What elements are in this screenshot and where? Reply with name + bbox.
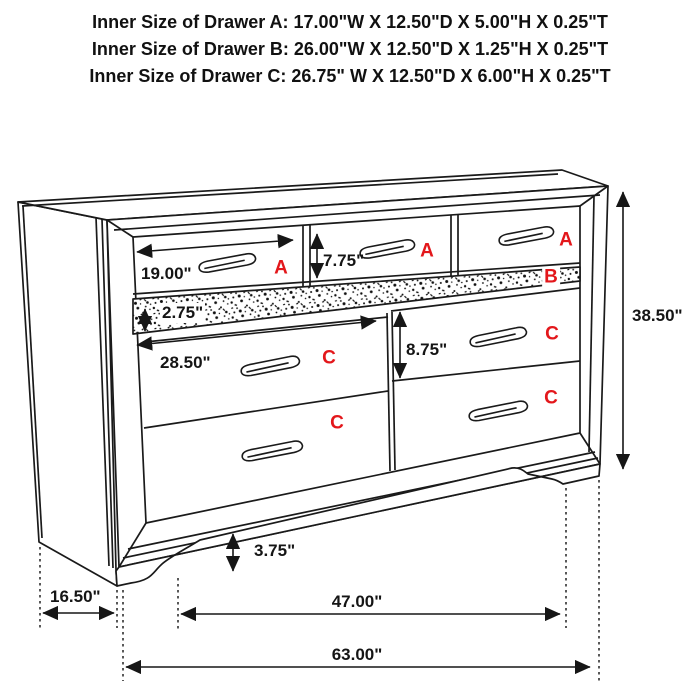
drawer-a3-letter: A: [559, 229, 573, 251]
drawer-c-bottom-left-letter: C: [330, 412, 344, 434]
dim-label-leg-span: 47.00": [331, 592, 383, 611]
dim-label-base-height: 3.75": [254, 541, 296, 560]
dim-label-overall-width: 63.00": [331, 645, 383, 664]
drawer-c-bottom-right-letter: C: [544, 387, 558, 409]
drawer-c-top-left-letter: C: [322, 347, 336, 369]
drawer-b-letter: B: [544, 266, 558, 288]
drawer-c-top-right-letter: C: [545, 323, 559, 345]
dim-label-strip-height: 2.75": [162, 303, 204, 322]
dim-label-depth: 16.50": [50, 587, 101, 606]
dim-label-drawer-a-height: 7.75": [323, 251, 365, 270]
drawer-a2-letter: A: [420, 240, 434, 262]
header-line-drawer-b: Inner Size of Drawer B: 26.00"W X 12.50"D X 1.25"H X 0.25"T: [91, 39, 609, 59]
header-line-drawer-c: Inner Size of Drawer C: 26.75" W X 12.50"D X 6.00"H X 0.25"T: [89, 66, 611, 86]
dim-label-drawer-c-height: 8.75": [406, 340, 448, 359]
dim-label-overall-height: 38.50": [632, 306, 683, 325]
dim-label-drawer-a-width: 19.00": [141, 264, 192, 283]
header-line-drawer-a: Inner Size of Drawer A: 17.00"W X 12.50"D X 5.00"H X 0.25"T: [92, 12, 608, 32]
dresser-drawing: [18, 170, 608, 586]
dim-label-drawer-c-width: 28.50": [160, 353, 211, 372]
drawer-a1-letter: A: [274, 257, 288, 279]
